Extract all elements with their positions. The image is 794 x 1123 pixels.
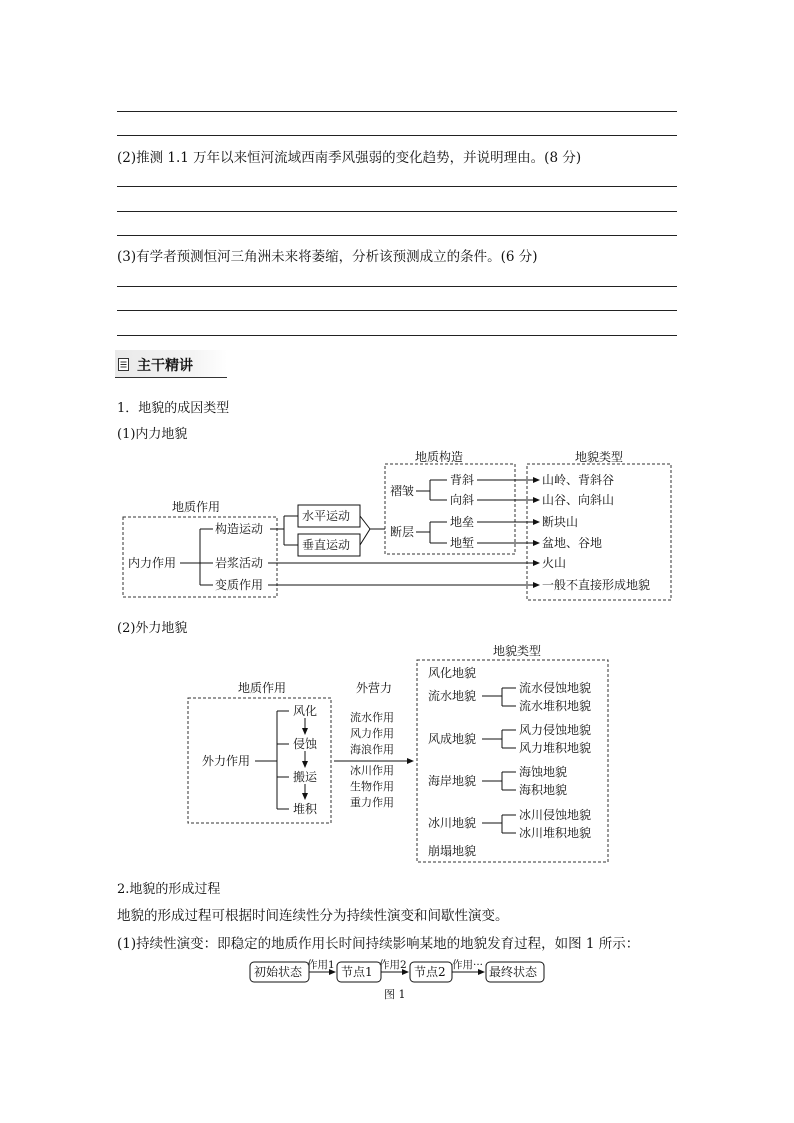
topic2-heading: 2.地貌的形成过程: [117, 882, 221, 897]
force-water: 流水作用: [350, 711, 394, 724]
landform-r4: 盆地、谷地: [542, 536, 603, 550]
ext-box-title-force: 外营力: [356, 681, 393, 695]
landform-fluvial: 流水地貌: [428, 689, 477, 703]
landform-r2: 山谷、向斜山: [542, 493, 615, 507]
fig1-node-2-label: 节点2: [414, 965, 446, 979]
landform-r5: 火山: [542, 556, 567, 570]
box-title-geo-process: 地质作用: [172, 500, 221, 514]
step-erosion: 侵蚀: [293, 737, 318, 751]
force-gravity: 重力作用: [350, 796, 394, 809]
branch-tectonic: 构造运动: [215, 522, 264, 536]
graben: 地堑: [450, 536, 475, 550]
box-title-geo-structure: 地质构造: [415, 450, 464, 464]
horizontal-motion: 水平运动: [302, 509, 351, 523]
landform-r3: 断块山: [542, 515, 579, 529]
question-2: (2)推测 1.1 万年以来恒河流域西南季风强弱的变化趋势，并说明理由。(8 分): [117, 150, 582, 166]
landform-r6: 一般不直接形成地貌: [542, 578, 651, 592]
landform-aeolian-deposition: 风力堆积地貌: [519, 741, 592, 755]
step-deposition: 堆积: [293, 802, 318, 816]
ext-root: 外力作用: [202, 754, 251, 768]
fig1-node-1-label: 节点1: [341, 965, 373, 979]
landform-fluvial-deposition: 流水堆积地貌: [519, 699, 592, 713]
topic1-sub2: (2)外力地貌: [117, 621, 188, 636]
fold: 褶皱: [390, 484, 415, 498]
landform-glacial: 冰川地貌: [428, 816, 477, 830]
landform-weathering: 风化地貌: [428, 666, 477, 680]
question-3: (3)有学者预测恒河三角洲未来将萎缩，分析该预测成立的条件。(6 分): [117, 249, 538, 265]
landform-glacial-deposition: 冰川堆积地貌: [519, 826, 592, 840]
landform-aeolian-erosion: 风力侵蚀地貌: [519, 723, 592, 737]
landform-r1: 山岭、背斜谷: [542, 473, 615, 487]
force-wind: 风力作用: [350, 727, 394, 740]
ext-box-title-landform: 地貌类型: [493, 644, 542, 658]
box-title-landform: 地貌类型: [575, 450, 624, 464]
branch-magma: 岩浆活动: [215, 556, 264, 570]
syncline: 向斜: [450, 493, 475, 507]
step-weathering: 风化: [293, 704, 318, 718]
root-internal: 内力作用: [128, 556, 177, 570]
landform-glacial-erosion: 冰川侵蚀地貌: [519, 808, 592, 822]
force-biological: 生物作用: [350, 780, 394, 793]
anticline: 背斜: [450, 473, 475, 487]
fig1-node-initial-label: 初始状态: [254, 965, 303, 979]
force-glacier: 冰川作用: [350, 764, 394, 777]
topic1-sub1: (1)内力地貌: [117, 427, 188, 442]
landform-coastal-deposition: 海积地貌: [519, 783, 568, 797]
fig1-arrow-2: 作用2: [379, 959, 407, 971]
fig1-arrow-3: 作用···: [452, 959, 484, 971]
topic2-paragraph: 地貌的形成过程可根据时间连续性分为持续性演变和间歇性演变。: [117, 908, 509, 924]
force-wave: 海浪作用: [350, 743, 394, 756]
ext-box-title-process: 地质作用: [238, 681, 287, 695]
landform-collapse: 崩塌地貌: [428, 844, 477, 858]
horst: 地垒: [450, 515, 475, 529]
step-transport: 搬运: [293, 770, 318, 784]
vertical-motion: 垂直运动: [302, 538, 351, 552]
landform-coastal-erosion: 海蚀地貌: [519, 765, 568, 779]
fault: 断层: [390, 525, 415, 539]
landform-aeolian: 风成地貌: [428, 732, 477, 746]
fig1-arrow-1: 作用1: [307, 959, 335, 971]
landform-coastal: 海岸地貌: [428, 774, 477, 788]
topic1-heading: 1．地貌的成因类型: [117, 401, 230, 416]
topic2-sub1: (1)持续性演变：即稳定的地质作用长时间持续影响某地的地貌发育过程，如图 1 所示：: [117, 936, 640, 952]
section-title: 主干精讲: [137, 358, 193, 374]
landform-fluvial-erosion: 流水侵蚀地貌: [519, 681, 592, 695]
fig1-caption: 图 1: [384, 988, 406, 1001]
fig1-node-final-label: 最终状态: [489, 965, 538, 979]
branch-metamorphism: 变质作用: [215, 578, 264, 592]
